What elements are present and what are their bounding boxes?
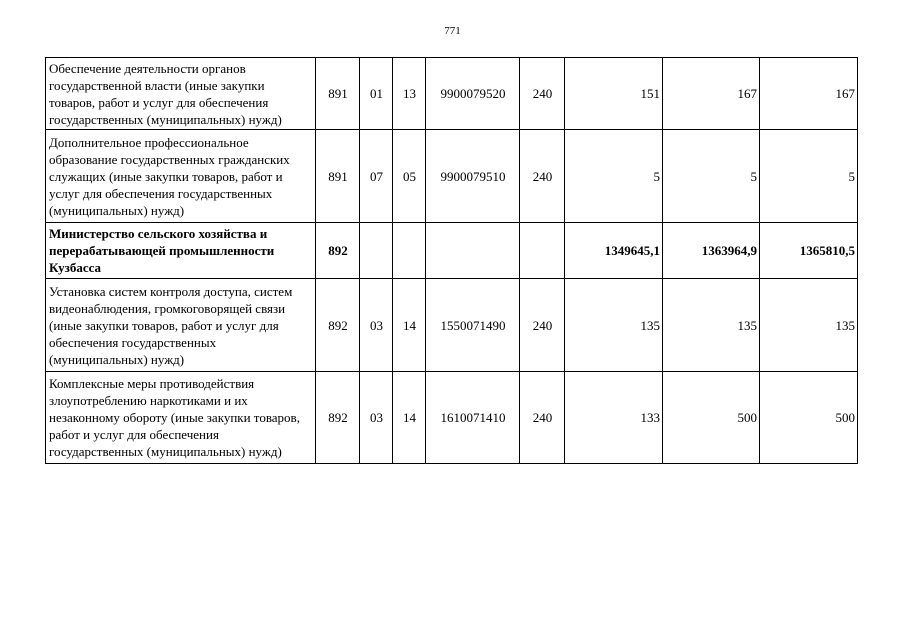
ministry-code-cell: 891 <box>316 58 360 130</box>
section-cell: 03 <box>360 279 393 372</box>
subsection-cell: 14 <box>393 279 426 372</box>
ministry-code-cell: 892 <box>316 372 360 464</box>
subsection-cell: 14 <box>393 372 426 464</box>
budget-table <box>45 57 858 464</box>
expense-type-cell: 240 <box>520 279 565 372</box>
amount-year-1-cell: 135 <box>565 279 663 372</box>
table-row <box>46 130 858 223</box>
row-name: Министерство сельского хозяйства и перерабатывающей промышленности Кузбасса <box>46 223 316 279</box>
section-cell <box>360 223 393 279</box>
target-article-cell: 1550071490 <box>426 279 520 372</box>
amount-year-2-cell: 135 <box>663 279 760 372</box>
amount-year-2-cell: 500 <box>663 372 760 464</box>
row-name: Обеспечение деятельности органов государственной власти (иные закупки товаров, работ и услуг для обеспечения государственных (муниципальных) нужд) <box>46 58 316 130</box>
amount-year-2-cell: 1363964,9 <box>663 223 760 279</box>
amount-year-2-cell: 167 <box>663 58 760 130</box>
table-row <box>46 58 858 130</box>
amount-year-3-cell: 1365810,5 <box>760 223 858 279</box>
amount-year-2-cell: 5 <box>663 130 760 223</box>
ministry-code-cell: 892 <box>316 223 360 279</box>
ministry-code-cell: 891 <box>316 130 360 223</box>
section-cell: 07 <box>360 130 393 223</box>
expense-type-cell: 240 <box>520 130 565 223</box>
amount-year-3-cell: 500 <box>760 372 858 464</box>
amount-year-3-cell: 5 <box>760 130 858 223</box>
amount-year-1-cell: 5 <box>565 130 663 223</box>
expense-type-cell <box>520 223 565 279</box>
amount-year-1-cell: 1349645,1 <box>565 223 663 279</box>
row-name: Дополнительное профессиональное образование государственных гражданских служащих (иные закупки товаров, работ и услуг для обеспечения государственных (муниципальных) нужд) <box>46 130 316 223</box>
amount-year-3-cell: 167 <box>760 58 858 130</box>
ministry-code-cell: 892 <box>316 279 360 372</box>
expense-type-cell: 240 <box>520 58 565 130</box>
target-article-cell: 9900079510 <box>426 130 520 223</box>
page-number: 771 <box>444 25 461 37</box>
target-article-cell: 1610071410 <box>426 372 520 464</box>
expense-type-cell: 240 <box>520 372 565 464</box>
subsection-cell <box>393 223 426 279</box>
section-cell: 03 <box>360 372 393 464</box>
amount-year-1-cell: 133 <box>565 372 663 464</box>
row-name: Установка систем контроля доступа, систем видеонаблюдения, громкоговорящей связи (иные закупки товаров, работ и услуг для обеспечения государственных (муниципальных) нужд) <box>46 279 316 372</box>
table-row <box>46 223 858 279</box>
section-cell: 01 <box>360 58 393 130</box>
amount-year-1-cell: 151 <box>565 58 663 130</box>
target-article-cell <box>426 223 520 279</box>
subsection-cell: 05 <box>393 130 426 223</box>
row-name: Комплексные меры противодействия злоупотреблению наркотиками и их незаконному обороту (иные закупки товаров, работ и услуг для обеспечения государственных (муниципальных) нужд) <box>46 372 316 464</box>
table-row <box>46 372 858 464</box>
table-row <box>46 279 858 372</box>
subsection-cell: 13 <box>393 58 426 130</box>
target-article-cell: 9900079520 <box>426 58 520 130</box>
amount-year-3-cell: 135 <box>760 279 858 372</box>
